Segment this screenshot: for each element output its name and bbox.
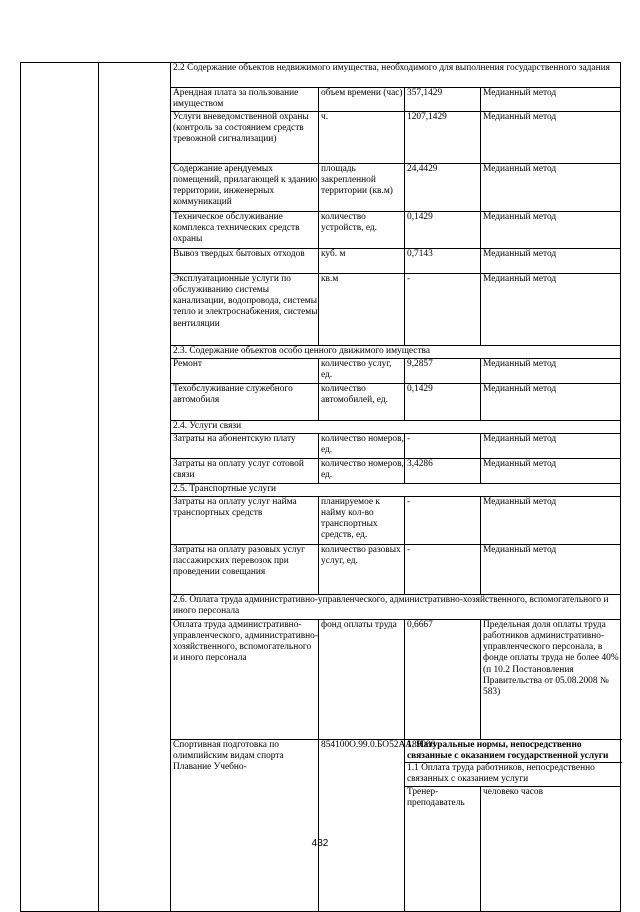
- row-value: 3,4286: [405, 458, 481, 483]
- row-unit: количество автомобилей, ед.: [319, 383, 405, 420]
- row-value: -: [405, 544, 481, 594]
- row-name: Тренер-преподаватель: [405, 786, 481, 911]
- row-value: 24,4429: [405, 163, 481, 211]
- row-unit: количество разовых услуг, ед.: [319, 544, 405, 594]
- row-name: Ремонт: [171, 358, 319, 383]
- row-name: Оплата труда административно-управленческого, административно-хозяйственного, вспомогательного и иного персонала: [171, 619, 319, 739]
- row-value: 0,1429: [405, 383, 481, 420]
- section-heading: 2.2 Содержание объектов недвижимого имущества, необходимого для выполнения государственного задания: [171, 63, 621, 88]
- row-unit: количество номеров, ед.: [319, 433, 405, 458]
- row-name: Техническое обслуживание комплекса технических средств охраны: [171, 211, 319, 248]
- row-name: Арендная плата за пользование имуществом: [171, 88, 319, 112]
- service-code-cell-empty: [99, 63, 171, 912]
- row-name: Затраты на абонентскую плату: [171, 433, 319, 458]
- page-number: 432: [311, 838, 329, 849]
- row-method: Предельная доля оплаты труда работников административно-управленческого персонала, в фонде оплаты труда не более 40% (п 10.2 Постановления Правительства от 05.08.2008 № 583): [481, 619, 621, 739]
- row-unit: объем времени (час): [319, 88, 405, 112]
- row-unit: количество услуг, ед.: [319, 358, 405, 383]
- row-unit: ч.: [319, 111, 405, 163]
- service-heading: 1. Натуральные нормы, непосредственно связанные с оказанием государственной услуги: [405, 739, 621, 763]
- row-value: 1207,1429: [405, 111, 481, 163]
- row-value: 0,1429: [405, 211, 481, 248]
- row-method: Медианный метод: [481, 496, 621, 544]
- row-name: Затраты на оплату услуг сотовой связи: [171, 458, 319, 483]
- service-code: 854100О.99.0.БО52АА89000: [319, 739, 405, 911]
- service-name: Спортивная подготовка по олимпийским видам спорта Плавание Учебно-: [171, 739, 319, 911]
- row-value: 0,7143: [405, 248, 481, 273]
- row-method: Медианный метод: [481, 358, 621, 383]
- service-name-cell-empty: [21, 63, 99, 912]
- row-method: Медианный метод: [481, 111, 621, 163]
- row-method: Медианный метод: [481, 88, 621, 112]
- row-method: Медианный метод: [481, 211, 621, 248]
- row-name: Техобслуживание служебного автомобиля: [171, 383, 319, 420]
- row-name: Затраты на оплату услуг найма транспортных средств: [171, 496, 319, 544]
- row-value: 0,6667: [405, 619, 481, 739]
- service-subheading: 1.1 Оплата труда работников, непосредственно связанных с оказанием услуги: [405, 763, 621, 787]
- row-unit: фонд оплаты труда: [319, 619, 405, 739]
- row-unit: количество устройств, ед.: [319, 211, 405, 248]
- row-value: -: [405, 273, 481, 345]
- row-method: Медианный метод: [481, 248, 621, 273]
- row-method: Медианный метод: [481, 458, 621, 483]
- row-unit: площадь закрепленной территории (кв.м): [319, 163, 405, 211]
- row-name: Вывоз твердых бытовых отходов: [171, 248, 319, 273]
- row-method: Медианный метод: [481, 383, 621, 420]
- section-heading: 2.6. Оплата труда административно-управленческого, административно-хозяйственного, вспомогательного и иного персонала: [171, 594, 621, 619]
- row-unit: количество номеров, ед.: [319, 458, 405, 483]
- row-unit: планируемое к найму кол-во транспортных средств, ед.: [319, 496, 405, 544]
- section-heading: 2.5. Транспортные услуги: [171, 483, 621, 496]
- row-unit: человеко часов: [481, 786, 621, 911]
- row-method: Медианный метод: [481, 163, 621, 211]
- section-heading: 2.3. Содержание объектов особо ценного движимого имущества: [171, 345, 621, 358]
- norms-table: [20, 62, 621, 912]
- row-value: 357,1429: [405, 88, 481, 112]
- section-heading: 2.4. Услуги связи: [171, 420, 621, 433]
- row-value: 9,2857: [405, 358, 481, 383]
- row-name: Содержание арендуемых помещений, прилагающей к зданию территории, инженерных коммуникаций: [171, 163, 319, 211]
- row-value: -: [405, 433, 481, 458]
- row-name: Затраты на оплату разовых услуг пассажирских перевозок при проведении совещания: [171, 544, 319, 594]
- row-method: Медианный метод: [481, 273, 621, 345]
- row-method: Медианный метод: [481, 433, 621, 458]
- row-name: Эксплуатационные услуги по обслуживанию системы канализации, водопровода, системы тепло и электроснабжения, системы вентиляции: [171, 273, 319, 345]
- row-method: Медианный метод: [481, 544, 621, 594]
- row-unit: кв.м: [319, 273, 405, 345]
- row-unit: куб. м: [319, 248, 405, 273]
- row-name: Услуги вневедомственной охраны (контроль за состоянием средств тревожной сигнализации): [171, 111, 319, 163]
- row-value: -: [405, 496, 481, 544]
